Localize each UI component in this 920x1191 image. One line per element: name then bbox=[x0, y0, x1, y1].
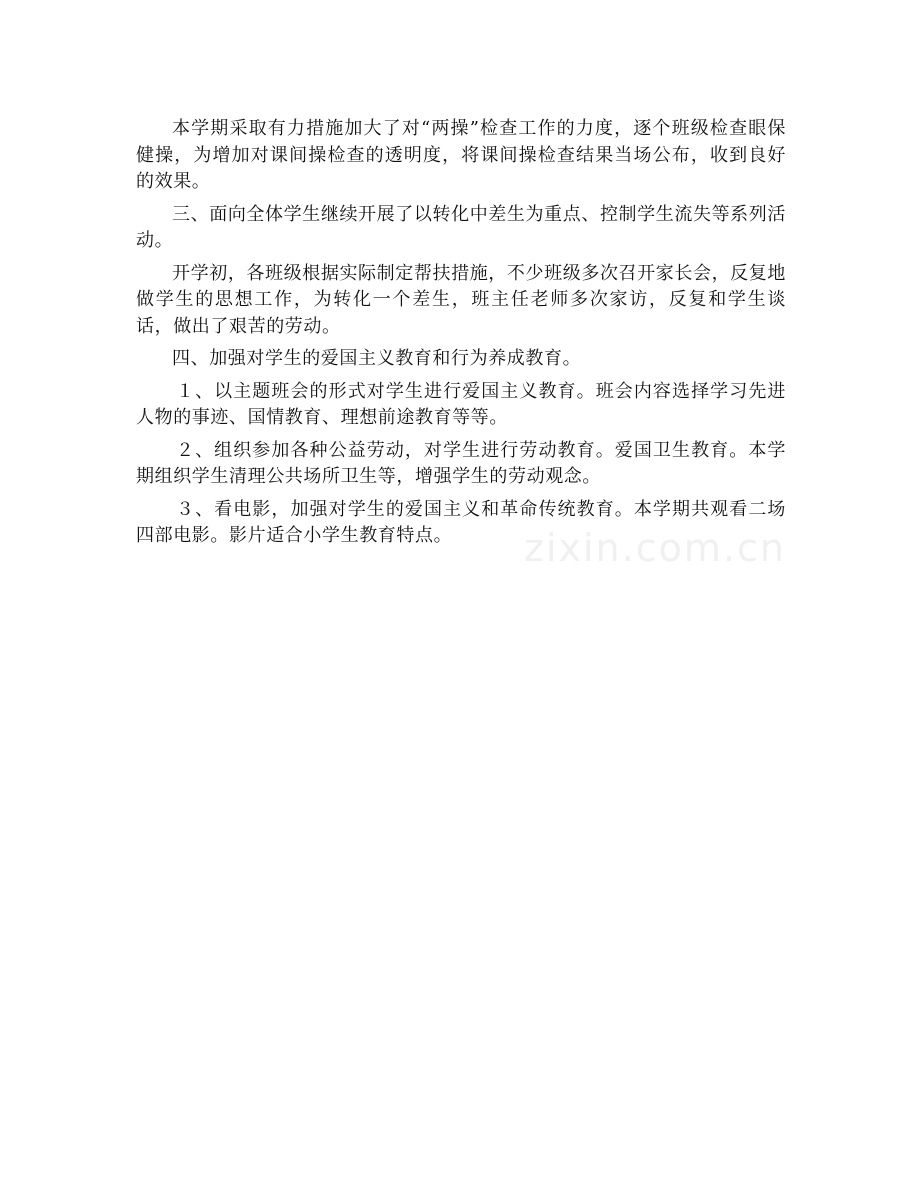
watermark: zixin.com.cn bbox=[524, 526, 786, 570]
paragraph-start-of-term: 开学初，各班级根据实际制定帮扶措施，不少班级多次召开家长会，反复地做学生的思想工作，为转化一个差生，班主任老师多次家访，反复和学生谈话，做出了艰苦的劳动。 bbox=[136, 262, 786, 337]
document-body bbox=[136, 116, 786, 556]
list-item-1: １、以主题班会的形式对学生进行爱国主义教育。班会内容选择学习先进人物的事迹、国情教育、理想前途教育等等。 bbox=[136, 380, 786, 428]
list-item-3: ３、看电影，加强对学生的爱国主义和革命传统教育。本学期共观看二场四部电影。影片适合小学生教育特点。 bbox=[136, 498, 786, 546]
heading-section-four: 四、加强对学生的爱国主义教育和行为养成教育。 bbox=[172, 348, 582, 369]
heading-section-three: 三、面向全体学生继续开展了以转化中差生为重点、控制学生流失等系列活动。 bbox=[136, 203, 786, 251]
list-item-2: ２、组织参加各种公益劳动，对学生进行劳动教育。爱国卫生教育。本学期组织学生清理公共场所卫生等，增强学生的劳动观念。 bbox=[136, 439, 786, 487]
paragraph-two-exercises: 本学期采取有力措施加大了对“两操”检查工作的力度，逐个班级检查眼保健操，为增加对课间操检查的透明度，将课间操检查结果当场公布，收到良好的效果。 bbox=[136, 118, 786, 192]
